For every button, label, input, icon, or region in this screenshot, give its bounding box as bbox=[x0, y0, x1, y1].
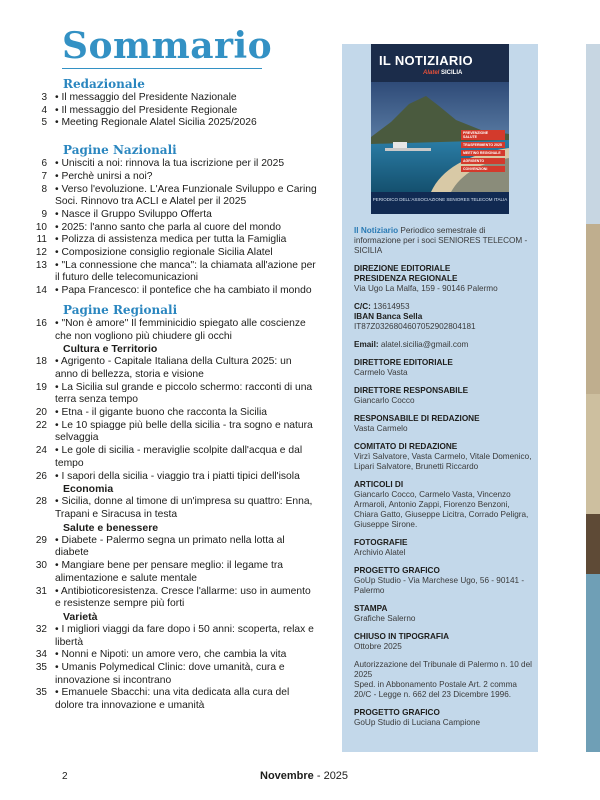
toc-entry-title: • Nonni e Nipoti: un amore vero, che cambia la vita bbox=[55, 649, 287, 661]
toc-page-number: 9 bbox=[41, 208, 47, 220]
toc-entry[interactable] bbox=[0, 420, 330, 445]
toc-entry-title: • Verso l'evoluzione. L'Area Funzionale Sviluppo e Caring Soci. Rinnovo tra ACLI e Alatel per il 2025 bbox=[55, 183, 317, 208]
toc-list bbox=[0, 92, 330, 130]
toc-page-number: 31 bbox=[35, 585, 47, 597]
cover-tag: PREVENZIONE SALUTE bbox=[461, 130, 505, 140]
comitato-value: Virzì Salvatore, Vasta Carmelo, Vitale Domenico, Lipari Salvatore, Brunetti Riccardo bbox=[354, 452, 532, 471]
progetto2-value: GoUp Studio di Luciana Campione bbox=[354, 718, 481, 727]
iban-label: IBAN Banca Sella bbox=[354, 312, 423, 321]
toc-entry-title: • Polizza di assistenza medica per tutta la Famiglia bbox=[55, 234, 287, 246]
page-title: Sommario bbox=[62, 25, 273, 67]
toc-entry[interactable] bbox=[0, 496, 330, 521]
bank-block bbox=[354, 302, 532, 332]
toc-entry[interactable] bbox=[0, 687, 330, 712]
toc-page-number: 26 bbox=[35, 470, 47, 482]
progetto-value: GoUp Studio - Via Marchese Ugo, 56 - 90141 - Palermo bbox=[354, 576, 525, 595]
toc-entry-title: • Antibioticoresistenza. Cresce l'allarme: uso in aumento e resistenze sempre più forti bbox=[55, 585, 311, 610]
magazine-cover bbox=[371, 44, 509, 214]
page-number: 2 bbox=[62, 771, 68, 782]
direzione-label: DIREZIONE EDITORIALE bbox=[354, 264, 451, 273]
toc-page-number: 30 bbox=[35, 560, 47, 572]
toc-entry[interactable] bbox=[0, 222, 330, 235]
toc-entry-title: • Diabete - Palermo segna un primato nella lotta al diabete bbox=[55, 534, 285, 559]
toc-list bbox=[0, 624, 330, 713]
table-of-contents bbox=[0, 76, 330, 713]
toc-entry[interactable] bbox=[0, 234, 330, 247]
toc-entry-title: • Mangiare bene per pensare meglio: il legame tra alimentazione e salute mentale bbox=[55, 560, 283, 584]
toc-entry-title: • Umanis Polymedical Clinic: dove umanità, cura e innovazione si incontrano bbox=[55, 662, 285, 686]
toc-entry-title: • Emanuele Sbacchi: una vita dedicata alla cura del dolore tra innovazione e umanità bbox=[55, 687, 290, 712]
toc-entry-title: • Etna - il gigante buono che racconta la Sicilia bbox=[55, 407, 267, 419]
email-value[interactable]: alatel.sicilia@gmail.com bbox=[380, 340, 469, 349]
title-underline bbox=[62, 68, 262, 69]
progetto-block bbox=[354, 566, 532, 596]
cover-tag: CONVENZIONI bbox=[461, 166, 505, 172]
toc-entry-title: • Papa Francesco: il pontefice che ha cambiato il mondo bbox=[55, 285, 312, 297]
chiuso-block bbox=[354, 632, 532, 652]
articoli-label: ARTICOLI DI bbox=[354, 480, 404, 489]
toc-page-number: 8 bbox=[41, 183, 47, 195]
toc-entry[interactable] bbox=[0, 586, 330, 611]
toc-entry[interactable] bbox=[0, 560, 330, 585]
toc-page-number: 7 bbox=[41, 170, 47, 182]
toc-page-number: 4 bbox=[41, 104, 47, 116]
toc-list bbox=[0, 356, 330, 483]
issue-year: - 2025 bbox=[313, 770, 349, 782]
toc-page-number: 11 bbox=[36, 234, 47, 246]
comitato-block bbox=[354, 442, 532, 472]
stampa-label: STAMPA bbox=[354, 604, 388, 613]
iban-value: IT87Z0326804607052902804181 bbox=[354, 322, 476, 331]
toc-page-number: 16 bbox=[35, 317, 47, 329]
toc-entry-title: • I sapori della sicilia - viaggio tra i piatti tipici dell'isola bbox=[55, 470, 300, 482]
intro-brand: Il Notiziario bbox=[354, 226, 399, 235]
toc-entry[interactable] bbox=[0, 649, 330, 662]
toc-entry[interactable] bbox=[0, 92, 330, 105]
toc-entry[interactable] bbox=[0, 184, 330, 209]
toc-page-number: 34 bbox=[35, 649, 47, 661]
stampa-block bbox=[354, 604, 532, 624]
progetto-label: PROGETTO GRAFICO bbox=[354, 566, 440, 575]
toc-page-number: 19 bbox=[35, 381, 47, 393]
toc-entry[interactable] bbox=[0, 662, 330, 687]
resp-redazione-value: Vasta Carmelo bbox=[354, 424, 408, 433]
toc-entry-title: • Agrigento - Capitale Italiana della Cultura 2025: un anno di bellezza, storia e visione bbox=[55, 356, 292, 380]
toc-list bbox=[0, 496, 330, 521]
stampa-value: Grafiche Salerno bbox=[354, 614, 416, 623]
toc-page-number: 20 bbox=[35, 407, 47, 419]
subsection-heading-economia: Economia bbox=[63, 483, 114, 496]
legal-block bbox=[354, 660, 532, 700]
cc-label: C/C: bbox=[354, 302, 371, 311]
section-heading-nazionali: Pagine Nazionali bbox=[63, 143, 177, 158]
comitato-label: COMITATO DI REDAZIONE bbox=[354, 442, 458, 451]
toc-entry-title: • Il messaggio del Presidente Nazionale bbox=[55, 92, 237, 103]
toc-page-number: 28 bbox=[35, 496, 47, 508]
toc-entry[interactable] bbox=[0, 624, 330, 649]
autorizzazione-text: Autorizzazione del Tribunale di Palermo n. 10 del 2025 bbox=[354, 660, 532, 679]
colophon-box bbox=[342, 44, 538, 752]
toc-entry[interactable] bbox=[0, 117, 330, 130]
resp-redazione-block bbox=[354, 414, 532, 434]
email-label: Email: bbox=[354, 340, 379, 349]
cc-value: 13614953 bbox=[373, 302, 410, 311]
articoli-block bbox=[354, 480, 532, 530]
toc-entry[interactable] bbox=[0, 445, 330, 470]
toc-entry[interactable] bbox=[0, 285, 330, 298]
toc-entry[interactable] bbox=[0, 471, 330, 484]
toc-list bbox=[0, 158, 330, 298]
dir-editoriale-block bbox=[354, 358, 532, 378]
subsection-heading-varieta: Varietà bbox=[63, 610, 98, 623]
toc-entry[interactable] bbox=[0, 260, 330, 285]
toc-entry-title: • Nasce il Gruppo Sviluppo Offerta bbox=[55, 208, 212, 220]
toc-entry-title: • Unisciti a noi: rinnova la tua iscrizione per il 2025 bbox=[55, 158, 285, 170]
toc-entry-title: • "Non è amore" Il femminicidio spiegato alle coscienze che non vogliono più chiudere gli occhi bbox=[55, 317, 306, 342]
toc-entry-title: • Perchè unirsi a noi? bbox=[55, 170, 153, 182]
toc-entry-title: • I migliori viaggi da fare dopo i 50 anni: scoperta, relax e libertà bbox=[55, 623, 314, 648]
progetto2-label: PROGETTO GRAFICO bbox=[354, 708, 440, 717]
presidenza-label: PRESIDENZA REGIONALE bbox=[354, 274, 458, 283]
email-block bbox=[354, 340, 532, 350]
spedizione-text: Sped. in Abbonamento Postale Art. 2 comma 20/C - Legge n. 662 del 23 Dicembre 1996. bbox=[354, 680, 517, 699]
fotografie-value: Archivio Alatel bbox=[354, 548, 406, 557]
toc-page-number: 14 bbox=[35, 285, 47, 297]
toc-entry-title: • 2025: l'anno santo che parla al cuore del mondo bbox=[55, 221, 281, 233]
toc-page-number: 32 bbox=[35, 623, 47, 635]
cover-tag: TRASFERIMENTO 2025 bbox=[461, 142, 505, 148]
dir-responsabile-block bbox=[354, 386, 532, 406]
subsection-heading-cultura: Cultura e Territorio bbox=[63, 343, 158, 356]
fotografie-label: FOTOGRAFIE bbox=[354, 538, 408, 547]
intro-block bbox=[354, 226, 532, 256]
toc-entry[interactable] bbox=[0, 382, 330, 407]
section-heading-regionali: Pagine Regionali bbox=[63, 302, 178, 317]
toc-page-number: 35 bbox=[35, 687, 47, 699]
toc-page-number: 18 bbox=[35, 356, 47, 368]
cover-footer: PERIODICO DELL'ASSOCIAZIONE SENIORES TELECOM ITALIA bbox=[371, 192, 509, 214]
cover-tag: AGRIGENTO bbox=[461, 158, 505, 164]
beach-photo-strip bbox=[586, 44, 600, 752]
presidenza-address: Via Ugo La Malfa, 159 - 90146 Palermo bbox=[354, 284, 498, 293]
direzione-block bbox=[354, 264, 532, 294]
dir-editoriale-label: DIRETTORE EDITORIALE bbox=[354, 358, 453, 367]
toc-list bbox=[0, 535, 330, 611]
colophon-text bbox=[354, 226, 532, 736]
toc-entry[interactable] bbox=[0, 356, 330, 381]
toc-entry-title: • "La connessione che manca": la chiamata all'azione per il futuro delle telecomunicazioni bbox=[55, 259, 316, 284]
toc-list bbox=[0, 318, 330, 343]
toc-entry[interactable] bbox=[0, 209, 330, 222]
subsection-heading-salute: Salute e benessere bbox=[63, 521, 159, 534]
chiuso-label: CHIUSO IN TIPOGRAFIA bbox=[354, 632, 450, 641]
toc-entry-title: • Composizione consiglio regionale Sicilia Alatel bbox=[55, 247, 273, 259]
chiuso-value: Ottobre 2025 bbox=[354, 642, 402, 651]
section-heading-redazionale: Redazionale bbox=[63, 77, 145, 91]
dir-editoriale-value: Carmelo Vasta bbox=[354, 368, 408, 377]
toc-page-number: 13 bbox=[35, 259, 47, 271]
progetto2-block bbox=[354, 708, 532, 728]
toc-page-number: 10 bbox=[35, 221, 47, 233]
issue-month: Novembre bbox=[260, 770, 314, 782]
toc-page-number: 6 bbox=[41, 158, 47, 170]
toc-page-number: 22 bbox=[35, 419, 47, 431]
toc-entry[interactable] bbox=[0, 158, 330, 171]
toc-page-number: 24 bbox=[35, 445, 47, 457]
intro-text: Periodico semestrale di informazione per i soci SENIORES TELECOM - SICILIA bbox=[354, 226, 528, 255]
cover-title: IL NOTIZIARIO bbox=[379, 53, 473, 68]
dir-responsabile-value: Giancarlo Cocco bbox=[354, 396, 415, 405]
toc-entry[interactable] bbox=[0, 105, 330, 118]
toc-entry[interactable] bbox=[0, 171, 330, 184]
toc-page-number: 29 bbox=[35, 534, 47, 546]
cover-subtitle: Alatel SICILIA bbox=[423, 70, 463, 76]
toc-entry-title: • La Sicilia sul grande e piccolo schermo: racconti di una terra senza tempo bbox=[55, 381, 313, 406]
cover-tag-list bbox=[461, 130, 505, 174]
toc-page-number: 3 bbox=[41, 92, 47, 103]
toc-page-number: 35 bbox=[35, 662, 47, 674]
resp-redazione-label: RESPONSABILE DI REDAZIONE bbox=[354, 414, 480, 423]
toc-entry[interactable] bbox=[0, 247, 330, 260]
toc-page-number: 5 bbox=[41, 117, 47, 129]
articoli-value: Giancarlo Cocco, Carmelo Vasta, Vincenzo Armaroli, Antonio Zappi, Fiorenzo Benzoni, Chiara Gatto, Giuseppe Licitra, Corrado Peligra, Giuseppe Sirone. bbox=[354, 490, 529, 529]
toc-entry-title: • Il messaggio del Presidente Regionale bbox=[55, 104, 238, 116]
toc-entry-title: • Meeting Regionale Alatel Sicilia 2025/2026 bbox=[55, 117, 257, 129]
toc-entry-title: • Sicilia, donne al timone di un'impresa su quattro: Enna, Trapani e Siracusa in testa bbox=[55, 496, 313, 520]
toc-entry-title: • Le 10 spiagge più belle della sicilia - tra sogno e natura selvaggia bbox=[55, 419, 313, 444]
toc-entry-title: • Le gole di sicilia - meraviglie scolpite dall'acqua e dal tempo bbox=[55, 445, 303, 469]
toc-entry[interactable] bbox=[0, 407, 330, 420]
fotografie-block bbox=[354, 538, 532, 558]
dir-responsabile-label: DIRETTORE RESPONSABILE bbox=[354, 386, 469, 395]
cover-tag: MEETING REGIONALE bbox=[461, 150, 505, 156]
toc-page-number: 12 bbox=[35, 247, 47, 259]
issue-date bbox=[260, 770, 348, 782]
toc-entry[interactable] bbox=[0, 535, 330, 560]
toc-entry[interactable] bbox=[0, 318, 330, 343]
